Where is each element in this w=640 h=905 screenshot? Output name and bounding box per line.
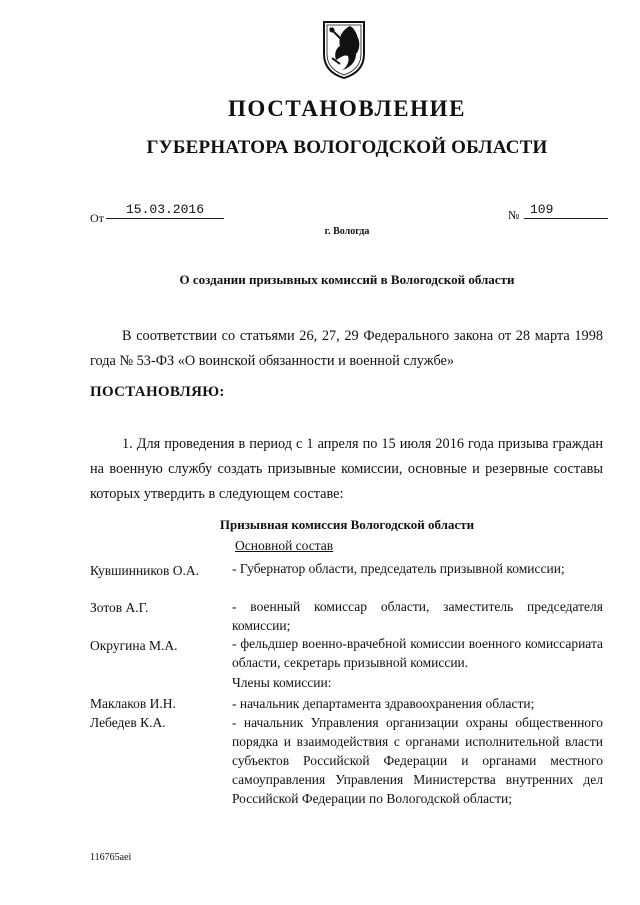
city: г. Вологда [324, 226, 370, 237]
document-date: 15.03.2016 [106, 202, 224, 219]
clause-1-paragraph: 1. Для проведения в период с 1 апреля по 15 июля 2016 года призыва граждан на военную службу создать призывные комиссии, основные и резервные составы которых утвердить в следующем составе: [90, 436, 603, 502]
document-heading: О создании призывных комиссий в Вологодской области [179, 272, 515, 287]
issuer-title: ГУБЕРНАТОРА ВОЛОГОДСКОЙ ОБЛАСТИ [146, 137, 548, 158]
member-name: Округина М.А. [90, 638, 178, 653]
member-role: - фельдшер военно-врачебной комиссии военного комиссариата области, секретарь призывной комиссии. [232, 636, 603, 670]
member-name: Кувшинников О.А. [90, 563, 200, 578]
number-label: № [508, 208, 520, 222]
member-role: - военный комиссар области, заместитель председателя комиссии; [232, 599, 603, 633]
document-number: 109 [524, 202, 608, 219]
member-role: - начальник Управления организации охраны общественного порядка и взаимодействия с органами исполнительной власти субъектов Российской Федерации и органами местного самоуправления Управления Министерства внутренних дел Российской Федерации по Вологодской области; [232, 715, 603, 806]
member-role: - Губернатор области, председатель призывной комиссии; [232, 561, 565, 576]
main-composition-label: Основной состав [235, 538, 334, 553]
coat-of-arms-icon [320, 18, 368, 80]
member-name: Лебедев К.А. [90, 715, 166, 730]
date-label: От [90, 211, 104, 225]
member-role: - начальник департамента здравоохранения области; [232, 696, 535, 711]
footer-code: 116765aei [90, 852, 132, 863]
document-type-title: ПОСТАНОВЛЕНИЕ [227, 96, 467, 121]
members-label: Члены комиссии: [232, 675, 332, 690]
preamble-paragraph: В соответствии со статьями 26, 27, 29 Федерального закона от 28 марта 1998 года № 53-ФЗ «О воинской обязанности и военной службе» [90, 328, 603, 369]
commission-title: Призывная комиссия Вологодской области [219, 517, 475, 532]
decree-word: ПОСТАНОВЛЯЮ: [90, 384, 225, 400]
member-name: Маклаков И.Н. [90, 696, 176, 711]
member-name: Зотов А.Г. [90, 600, 149, 615]
